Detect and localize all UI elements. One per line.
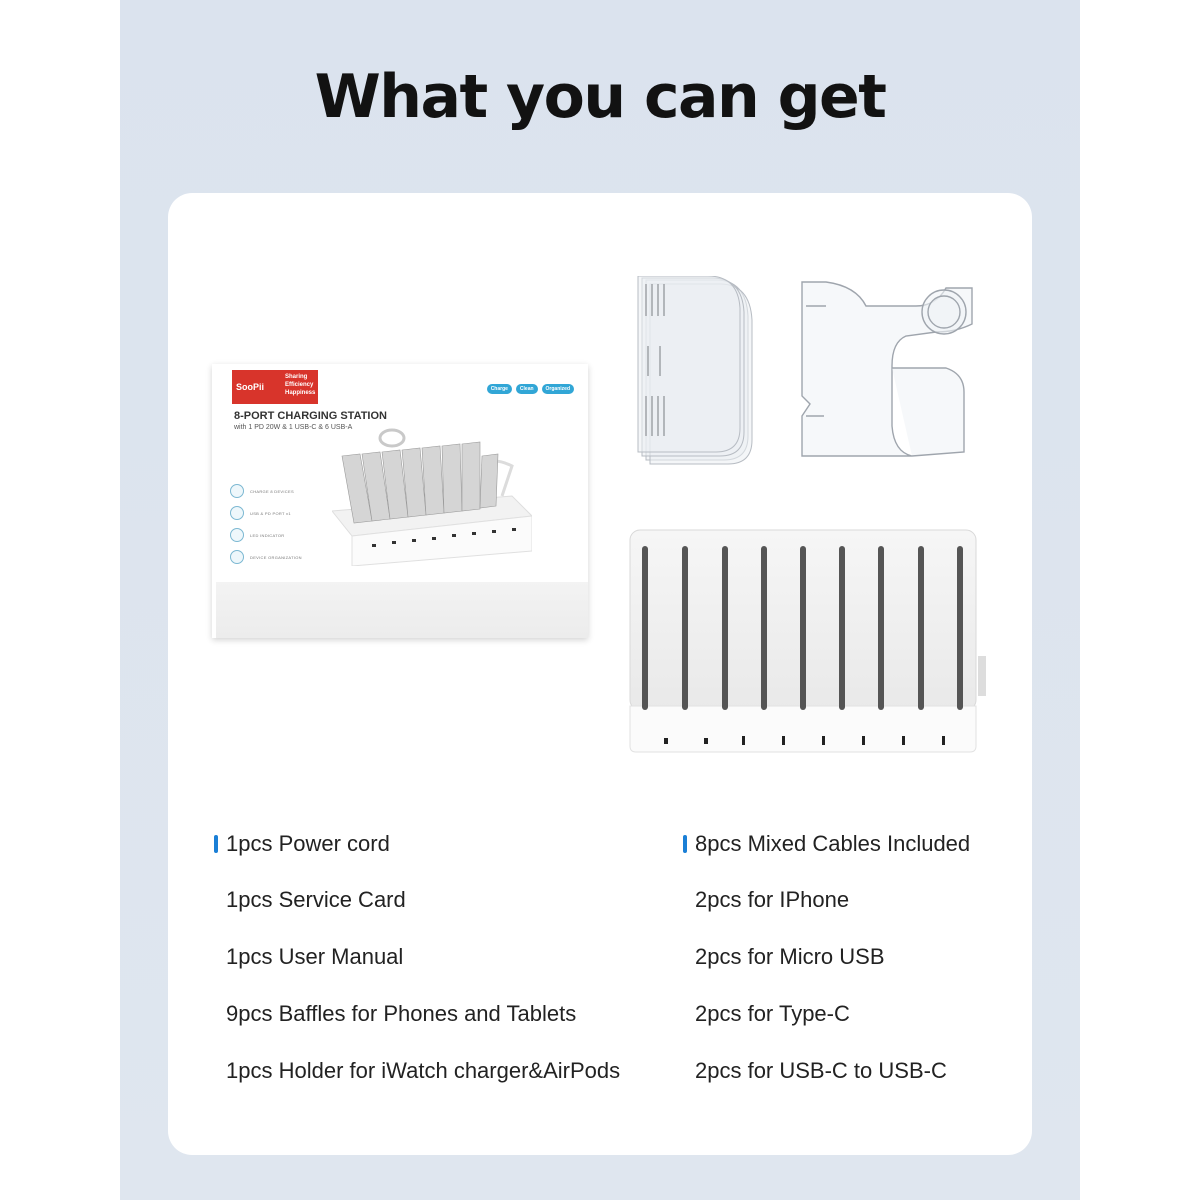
brand-name: SooPii <box>236 382 265 392</box>
box-pills <box>487 384 574 394</box>
pill-clean: Clean <box>516 384 538 394</box>
brand-tagline: Sharing Efficiency Happiness <box>282 370 318 404</box>
list-item: 2pcs for USB-C to USB-C <box>695 1058 947 1083</box>
baffles-image <box>636 276 766 466</box>
list-item: 1pcs Power cord <box>214 830 390 858</box>
box-headline: 8-PORT CHARGING STATION <box>234 410 387 422</box>
list-item: 2pcs for Type-C <box>695 1001 850 1026</box>
brand-logo-badge <box>232 370 284 404</box>
left-contents-list <box>214 830 621 1083</box>
feature-icon <box>230 550 244 564</box>
box-feature: DEVICE ORGANIZATION <box>230 550 302 564</box>
list-item: 1pcs Holder for iWatch charger&AirPods <box>226 1058 621 1083</box>
list-item: 1pcs Service Card <box>226 887 406 912</box>
feature-icon <box>230 506 244 520</box>
product-box-image <box>212 364 592 640</box>
list-item: 2pcs for Micro USB <box>695 944 885 969</box>
box-side <box>216 582 588 638</box>
box-subline: with 1 PD 20W & 1 USB-C & 6 USB-A <box>234 424 353 431</box>
list-item: 9pcs Baffles for Phones and Tablets <box>226 1001 577 1026</box>
page-title: What you can get <box>314 62 886 132</box>
box-feature: USB & PD PORT x1 <box>230 506 291 520</box>
charging-station-image <box>626 526 990 762</box>
watch-holder-image <box>796 276 976 462</box>
list-item: 2pcs for IPhone <box>695 887 850 912</box>
box-feature: CHARGE 8 DEVICES <box>230 484 294 498</box>
pill-organized: Organized <box>542 384 574 394</box>
feature-icon <box>230 528 244 542</box>
box-feature: LED INDICATOR <box>230 528 284 542</box>
list-item: 8pcs Mixed Cables Included <box>683 830 970 858</box>
box-station-drawing <box>332 426 532 566</box>
accent-bar <box>214 835 218 853</box>
feature-icon <box>230 484 244 498</box>
accent-bar <box>683 835 687 853</box>
list-item: 1pcs User Manual <box>226 944 404 969</box>
right-contents-list <box>683 830 971 1083</box>
pill-charge: Charge <box>487 384 512 394</box>
